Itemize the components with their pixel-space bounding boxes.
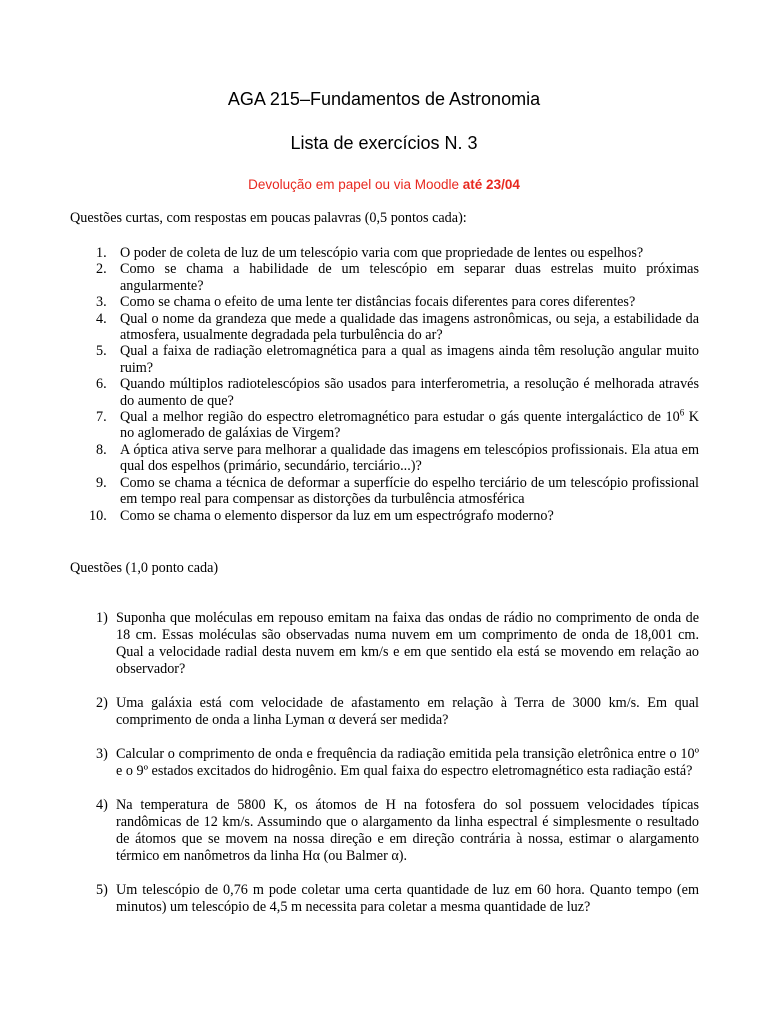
short-question-3 (0, 294, 768, 310)
question-number: 9. (96, 474, 107, 491)
question-number: 1. (96, 245, 107, 261)
question-text: A óptica ativa serve para melhorar a qualidade das imagens em telescópios profissionais. Ela atua em qual dos espelhos (primário, secundário, terciário...)? (120, 441, 699, 475)
deadline-notice (0, 177, 768, 192)
short-question-7 (0, 409, 768, 442)
exponent: 6 (679, 407, 685, 418)
question-number: 4. (96, 310, 107, 327)
question-number: 2) (96, 695, 108, 711)
short-question-5 (0, 343, 768, 376)
long-question-1 (0, 610, 768, 678)
question-number: 2. (96, 261, 107, 278)
question-number: 7. (96, 409, 107, 426)
short-question-8 (0, 442, 768, 475)
question-text: Calcular o comprimento de onda e frequência da radiação emitida pela transição eletrônica entre o 10º e o 9º estados excitados do hidrogênio. Em qual faixa do espectro eletromagnético esta radiação está? (116, 746, 699, 779)
question-number: 5) (96, 882, 108, 898)
question-text: Como se chama a habilidade de um telescópio em separar duas estrelas muito próximas angularmente? (120, 261, 699, 294)
short-questions-intro: Questões curtas, com respostas em poucas palavras (0,5 pontos cada): (70, 210, 467, 226)
question-text: Uma galáxia está com velocidade de afastamento em relação à Terra de 3000 km/s. Em qual comprimento de onda a linha Lyman α deverá ser medida? (116, 695, 699, 728)
question-number: 4) (96, 797, 108, 813)
deadline-date: até 23/04 (462, 177, 520, 192)
deadline-text: Devolução em papel ou via Moodle (248, 177, 463, 192)
question-number: 6. (96, 376, 107, 393)
short-question-1 (0, 245, 768, 261)
long-question-5 (0, 882, 768, 916)
question-text: Como se chama a técnica de deformar a superfície do espelho terciário de um telescópio profissional em tempo real para compensar as distorções da turbulência atmosférica (120, 474, 699, 508)
question-text: Suponha que moléculas em repouso emitam na faixa das ondas de rádio no comprimento de onda de 18 cm. Essas moléculas são observadas numa nuvem em um comprimento de onda de 18,001 cm. Qual a velocidade radial desta nuvem em km/s e em que sentido ela está se movendo em relação ao observador? (116, 610, 699, 677)
question-text: Como se chama o elemento dispersor da luz em um espectrógrafo moderno? (120, 507, 554, 524)
question-text (120, 409, 699, 442)
question-number: 10. (89, 507, 107, 524)
long-questions-intro: Questões (1,0 ponto cada) (70, 560, 219, 576)
question-text: O poder de coleta de luz de um telescópio varia com que propriedade de lentes ou espelhos? (120, 245, 644, 261)
long-question-3 (0, 746, 768, 780)
short-questions-list (0, 245, 768, 524)
question-text: Um telescópio de 0,76 m pode coletar uma certa quantidade de luz em 60 hora. Quanto tempo (em minutos) um telescópio de 4,5 m necessita para coletar a mesma quantidade de luz? (116, 882, 699, 915)
short-question-10 (0, 508, 768, 524)
question-number: 3) (96, 746, 108, 762)
question-text: Qual a faixa de radiação eletromagnética para a qual as imagens ainda têm resolução angular muito ruim? (120, 343, 699, 376)
long-question-4 (0, 797, 768, 865)
question-number: 1) (96, 610, 108, 626)
question-text-part: Qual a melhor região do espectro eletromagnético para estudar o gás quente intergaláctico de 10 (120, 409, 680, 426)
long-questions-list (0, 610, 768, 933)
long-question-2 (0, 695, 768, 729)
question-number: 8. (96, 441, 107, 458)
short-question-2 (0, 261, 768, 294)
course-title: AGA 215–Fundamentos de Astronomia (227, 89, 541, 109)
short-question-6 (0, 376, 768, 409)
question-text: Como se chama o efeito de uma lente ter distâncias focais diferentes para cores diferentes? (120, 294, 636, 311)
question-text: Na temperatura de 5800 K, os átomos de H na fotosfera do sol possuem velocidades típicas randômicas de 12 km/s. Assumindo que o alargamento da linha espectral é simplesmente o resultado de átomos que se movem na nossa direção e em direção contrária à nossa, estimar o alargamento térmico em nanômetros da linha Hα (ou Balmer α). (116, 797, 699, 864)
short-question-9 (0, 475, 768, 508)
question-text-part: K no aglomerado de galáxias de Virgem? (120, 409, 700, 442)
question-number: 3. (96, 294, 107, 311)
question-text: Quando múltiplos radiotelescópios são usados para interferometria, a resolução é melhorada através do aumento de que? (120, 376, 699, 409)
question-number: 5. (96, 343, 107, 360)
short-question-4 (0, 311, 768, 344)
list-title: Lista de exercícios N. 3 (290, 133, 478, 153)
question-text: Qual o nome da grandeza que mede a qualidade das imagens astronômicas, ou seja, a estabilidade da atmosfera, usualmente degradada pela turbulência do ar? (120, 310, 699, 344)
